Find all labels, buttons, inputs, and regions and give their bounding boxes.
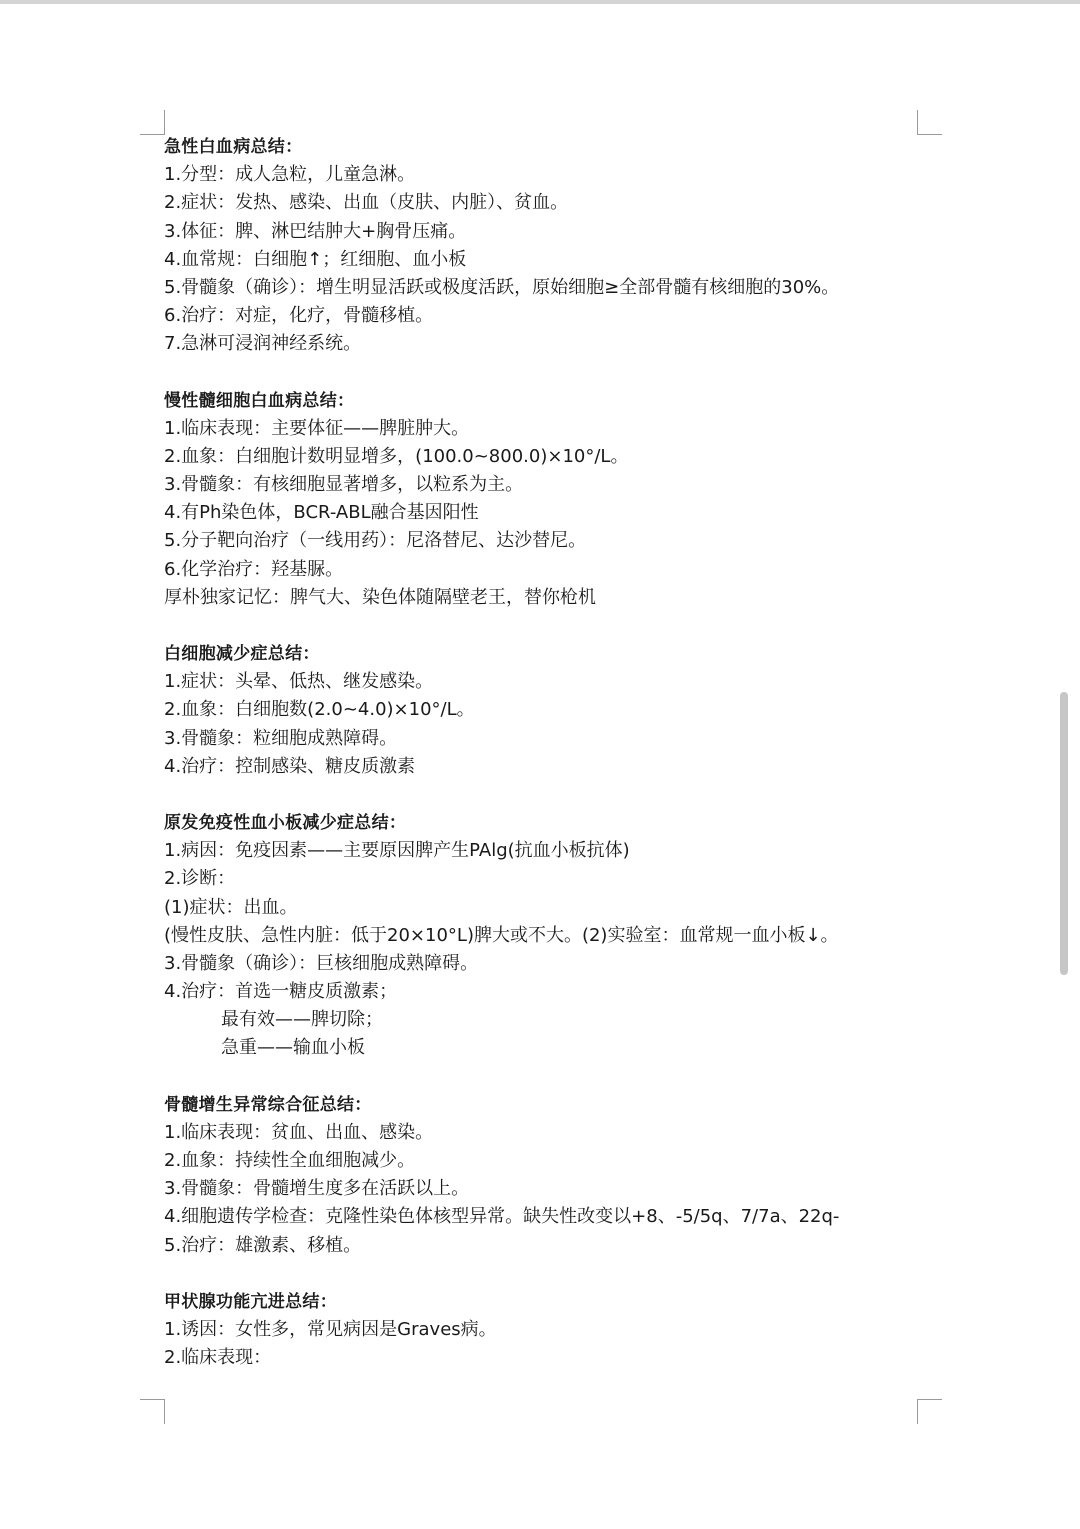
text-line: 3.骨髓象（确诊）：巨核细胞成熟障碍。	[164, 952, 479, 974]
document-body	[164, 133, 934, 1400]
text-line: 3.骨髓象：骨髓增生度多在活跃以上。	[164, 1178, 470, 1200]
text-line: 5.分子靶向治疗（一线用药）：尼洛替尼、达沙替尼。	[164, 530, 587, 552]
section-heading: 白细胞减少症总结：	[164, 644, 320, 664]
text-line: 6.化学治疗：羟基脲。	[164, 558, 344, 580]
page-margin-corner-bottom-right	[917, 1399, 942, 1424]
section-heading: 骨髓增生异常综合征总结：	[164, 1094, 372, 1115]
section-heading: 急性白血病总结：	[164, 137, 303, 157]
text-line: 7.急淋可浸润神经系统。	[164, 333, 362, 355]
text-line: 6.治疗：对症，化疗，骨髓移植。	[164, 305, 434, 327]
text-line: 5.骨髓象（确诊）：增生明显活跃或极度活跃，原始细胞≥全部骨髓有核细胞的30%。	[164, 276, 840, 298]
text-line: 4.血常规：白细胞↑；红细胞、血小板	[164, 248, 467, 270]
text-line: (慢性皮肤、急性内脏：低于20×10°L)脾大或不大。(2)实验室：血常规一血小板↓。	[164, 924, 839, 946]
section-heading: 原发免疫性血小板减少症总结：	[164, 812, 407, 833]
text-line: 1.症状：头晕、低热、继发感染。	[164, 671, 434, 693]
section	[164, 809, 934, 1063]
text-line: 3.骨髓象：粒细胞成熟障碍。	[164, 727, 398, 749]
text-line: 1.诱因：女性多，常见病因是Graves病。	[164, 1318, 497, 1340]
text-line: 最有效——脾切除；	[221, 1009, 383, 1031]
text-line: 3.骨髓象：有核细胞显著增多，以粒系为主。	[164, 474, 524, 496]
page-margin-corner-bottom-left	[140, 1399, 165, 1424]
section	[164, 1288, 934, 1373]
section	[164, 133, 934, 359]
window-top-edge	[0, 0, 1080, 4]
text-line: 4.有Ph染色体，BCR-ABL融合基因阳性	[164, 502, 479, 524]
text-line: 2.血象：白细胞数(2.0~4.0)×10°/L。	[164, 699, 475, 721]
text-line: 2.临床表现：	[164, 1347, 272, 1369]
text-line: 2.诊断：	[164, 868, 236, 890]
vertical-scrollbar[interactable]	[1060, 692, 1068, 975]
page-margin-corner-top-left	[140, 110, 165, 135]
text-line: 1.临床表现：贫血、出血、感染。	[164, 1121, 434, 1143]
text-line: 4.治疗：首选一糖皮质激素；	[164, 981, 398, 1003]
section-heading: 甲状腺功能亢进总结：	[164, 1291, 337, 1312]
text-line: 厚朴独家记忆：脾气大、染色体随隔壁老王，替你枪机	[164, 586, 596, 608]
text-line: 3.体征：脾、淋巴结肿大+胸骨压痛。	[164, 220, 467, 242]
section	[164, 640, 934, 781]
text-line: 1.分型：成人急粒，儿童急淋。	[164, 164, 416, 186]
text-line: 4.治疗：控制感染、糖皮质激素	[164, 755, 416, 777]
text-line: 1.病因：免疫因素——主要原因脾产生PAlg(抗血小板抗体)	[164, 840, 630, 862]
section	[164, 1091, 934, 1260]
page-margin-corner-top-right	[917, 110, 942, 135]
text-line: 2.血象：持续性全血细胞减少。	[164, 1150, 416, 1171]
text-line: 4.细胞遗传学检查：克隆性染色体核型异常。缺失性改变以+8、-5/5q、7/7a、22q-	[164, 1206, 840, 1228]
text-line: 5.治疗：雄激素、移植。	[164, 1234, 362, 1256]
text-line: (1)症状：出血。	[164, 896, 298, 918]
text-line: 2.血象：白细胞计数明显增多，(100.0~800.0)×10°/L。	[164, 445, 629, 467]
text-line: 2.症状：发热、感染、出血（皮肤、内脏）、贫血。	[164, 192, 569, 214]
text-line: 急重——输血小板	[221, 1037, 365, 1059]
section-heading: 慢性髓细胞白血病总结：	[164, 390, 355, 411]
text-line: 1.临床表现：主要体征——脾脏肿大。	[164, 417, 470, 439]
section	[164, 387, 934, 613]
